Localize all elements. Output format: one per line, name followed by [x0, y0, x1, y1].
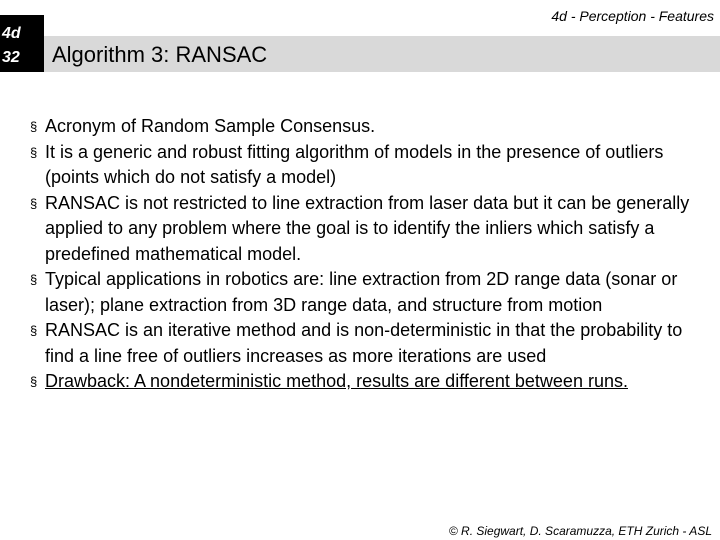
slide-title: Algorithm 3: RANSAC [52, 42, 268, 67]
slide-topline: 4d - Perception - Features [551, 8, 714, 24]
slide-number: 32 [2, 49, 20, 66]
footer-copyright: © R. Siegwart, D. Scaramuzza, ETH Zurich - ASL [448, 524, 712, 538]
bullet-item [30, 318, 710, 369]
bullet-text: RANSAC is an iterative method and is non-deterministic in that the probability to find a line free of outliers increases as more iterations are used [45, 320, 683, 366]
bullet-marker: § [30, 323, 38, 338]
chapter-code: 4d [2, 25, 21, 42]
bullet-text: Typical applications in robotics are: line extraction from 2D range data (sonar or laser); plane extraction from 3D range data, and structure from motion [45, 269, 678, 315]
bullet-text: RANSAC is not restricted to line extraction from laser data but it can be generally applied to any problem where the goal is to identify the inliers which satisfy a predefined mathematical model. [45, 192, 690, 264]
bullet-item [30, 140, 710, 191]
bullet-list [30, 114, 710, 395]
bullet-item [30, 191, 710, 268]
bullet-item [30, 267, 710, 318]
bullet-item [30, 114, 710, 140]
bullet-text: Acronym of Random Sample Consensus. [45, 116, 376, 136]
bullet-text: Drawback: A nondeterministic method, results are different between runs. [45, 371, 628, 391]
bullet-marker: § [30, 195, 38, 211]
bullet-text: It is a generic and robust fitting algorithm of models in the presence of outliers (points which do not satisfy a model) [45, 141, 664, 187]
bullet-item-drawback [30, 369, 710, 395]
bullet-marker: § [30, 119, 38, 134]
bullet-marker: § [30, 144, 38, 160]
bullet-marker: § [30, 272, 38, 287]
bullet-marker: § [30, 374, 38, 389]
